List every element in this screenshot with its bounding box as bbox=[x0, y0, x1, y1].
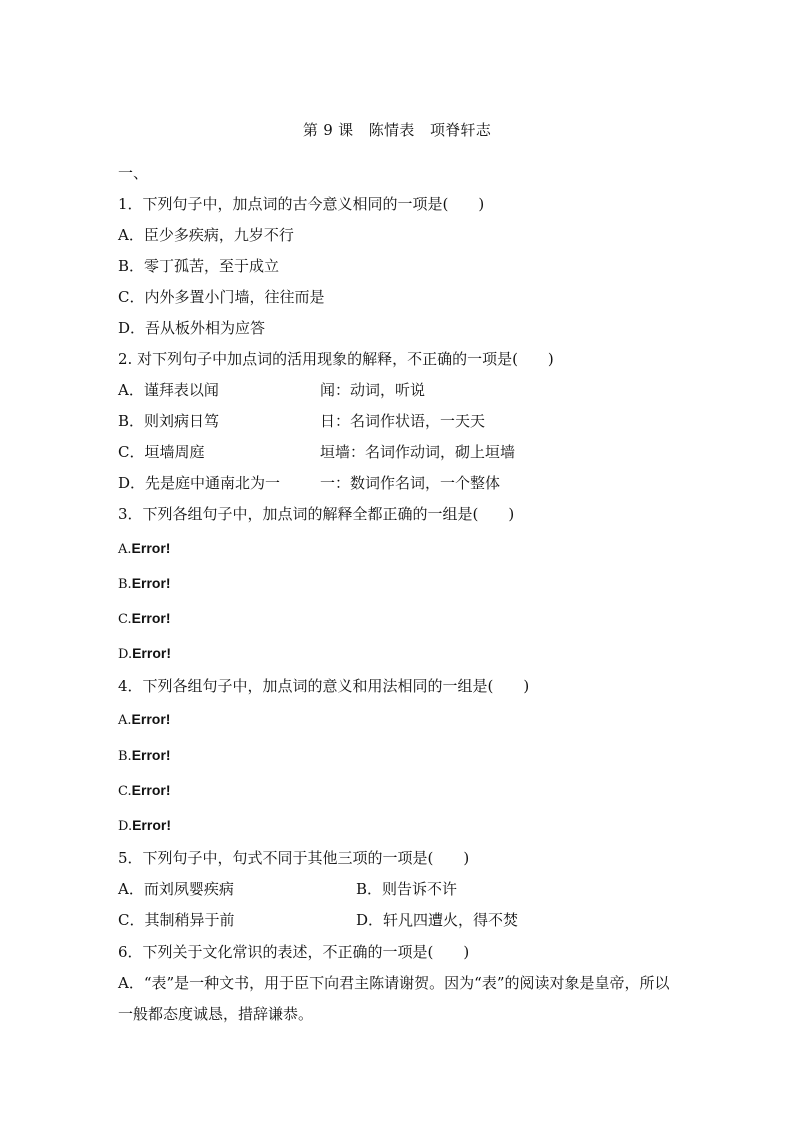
q1-option-a: A．臣少多疾病，九岁不行 bbox=[118, 226, 294, 244]
q1-option-c: C．内外多置小门墙，往往而是 bbox=[118, 288, 325, 306]
error-text: Error! bbox=[132, 817, 171, 833]
q3-stem: 3．下列各组句子中，加点词的解释全都正确的一组是( ) bbox=[118, 505, 515, 523]
option-letter: A. bbox=[118, 713, 132, 728]
error-text: Error! bbox=[132, 645, 171, 661]
q5-stem: 5．下列句子中，句式不同于其他三项的一项是( ) bbox=[118, 849, 470, 867]
error-text: Error! bbox=[131, 610, 171, 626]
q2-option-d: D．先是庭中通南北为一 bbox=[118, 474, 281, 492]
q2-stem: 2. 对下列句子中加点词的活用现象的解释，不正确的一项是( ) bbox=[118, 350, 554, 368]
q1-stem: 1．下列句子中，加点词的古今意义相同的一项是( ) bbox=[118, 195, 485, 213]
q3-option-d bbox=[118, 643, 171, 665]
error-text: Error! bbox=[131, 575, 171, 591]
q2-option-c-explanation: 垣墙：名词作动词，砌上垣墙 bbox=[320, 443, 516, 461]
q2-option-b: B．则刘病日笃 bbox=[118, 412, 220, 430]
q5-option-b: B．则告诉不许 bbox=[356, 880, 458, 898]
document-title: 第 9 课 陈情表 项脊轩志 bbox=[302, 121, 492, 139]
q1-option-b: B．零丁孤苦，至于成立 bbox=[118, 257, 280, 275]
q4-option-b bbox=[118, 745, 171, 767]
q4-option-c bbox=[118, 780, 171, 802]
error-text: Error! bbox=[131, 782, 171, 798]
q4-stem: 4．下列各组句子中，加点词的意义和用法相同的一组是( ) bbox=[118, 677, 530, 695]
option-letter: D. bbox=[118, 647, 133, 662]
q2-option-a-explanation: 闻：动词，听说 bbox=[320, 381, 426, 399]
error-text: Error! bbox=[131, 747, 171, 763]
q5-option-c: C．其制稍异于前 bbox=[118, 911, 235, 929]
option-letter: A. bbox=[118, 542, 132, 557]
section-heading: 一、 bbox=[118, 164, 149, 182]
option-letter: C. bbox=[118, 612, 132, 627]
q5-option-a: A．而刘夙婴疾病 bbox=[118, 880, 234, 898]
q6-stem: 6．下列关于文化常识的表述，不正确的一项是( ) bbox=[118, 943, 470, 961]
q2-option-c: C．垣墙周庭 bbox=[118, 443, 205, 461]
q1-option-d: D．吾从板外相为应答 bbox=[118, 319, 266, 337]
q6-option-a: A．“表”是一种文书，用于臣下向君主陈请谢贺。因为“表”的阅读对象是皇帝，所以一般都态度诚恳，措辞谦恭。 bbox=[118, 974, 670, 1023]
error-text: Error! bbox=[131, 711, 171, 727]
q2-option-a: A．谨拜表以闻 bbox=[118, 381, 219, 399]
option-letter: B. bbox=[118, 577, 132, 592]
q2-option-b-explanation: 日：名词作状语，一天天 bbox=[320, 412, 486, 430]
q3-option-a bbox=[118, 538, 170, 560]
option-letter: C. bbox=[118, 784, 132, 799]
option-letter: B. bbox=[118, 749, 132, 764]
q2-option-d-explanation: 一：数词作名词，一个整体 bbox=[320, 474, 501, 492]
q3-option-c bbox=[118, 608, 171, 630]
q3-option-b bbox=[118, 573, 171, 595]
error-text: Error! bbox=[131, 540, 171, 556]
q4-option-a bbox=[118, 709, 170, 731]
option-letter: D. bbox=[118, 819, 133, 834]
q5-option-d: D．轩凡四遭火，得不焚 bbox=[356, 911, 519, 929]
q4-option-d bbox=[118, 815, 171, 837]
